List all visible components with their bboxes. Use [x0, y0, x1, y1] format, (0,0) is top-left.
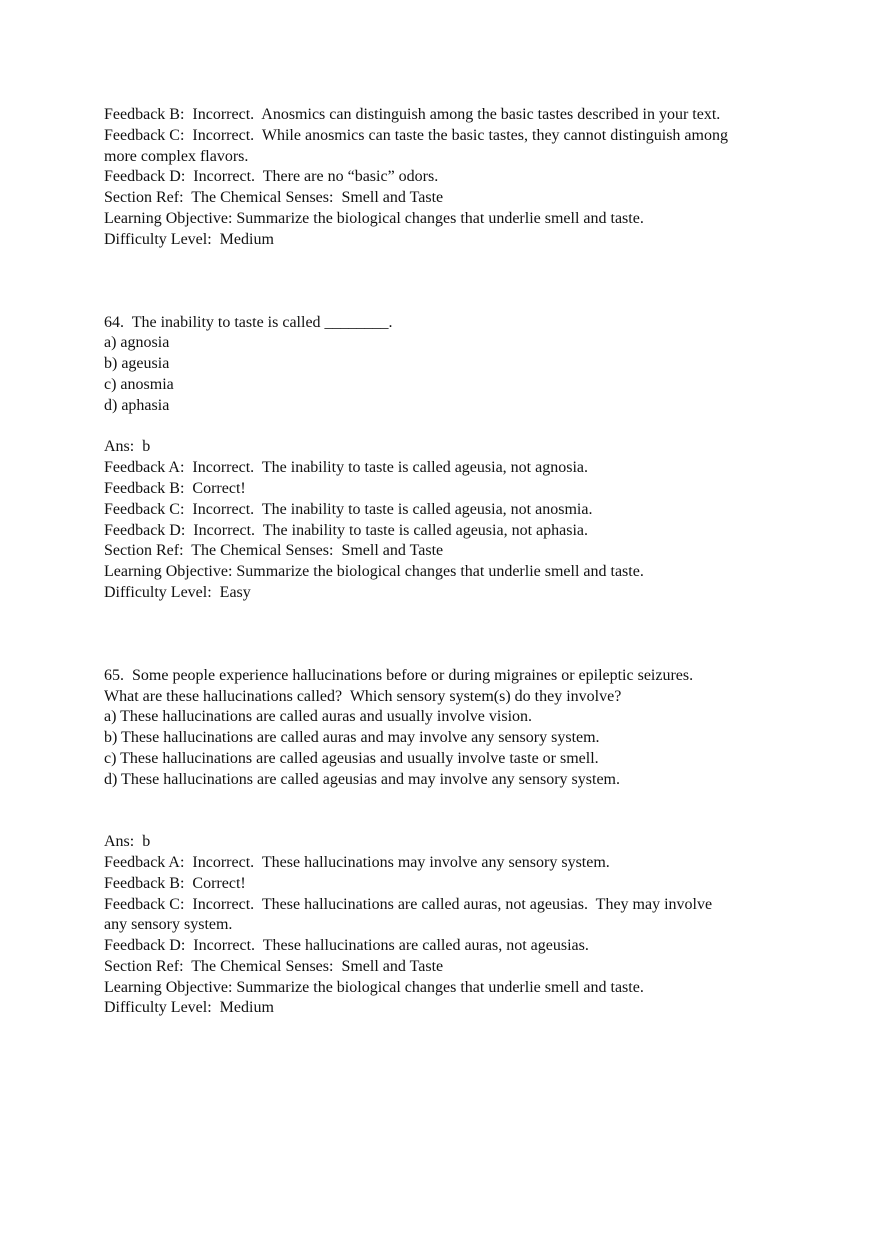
feedback-c: Feedback C: Incorrect. While anosmics can taste the basic tastes, they cannot distinguish among: [104, 126, 728, 144]
difficulty-level: Difficulty Level: Medium: [104, 999, 274, 1017]
feedback-b: Feedback B: Correct!: [104, 874, 246, 892]
option-b: b) These hallucinations are called auras and may involve any sensory system.: [104, 729, 600, 747]
feedback-d: Feedback D: Incorrect. The inability to taste is called ageusia, not aphasia.: [104, 521, 588, 539]
question-text-line-1: 65. Some people experience hallucinations before or during migraines or epileptic seizures.: [104, 666, 694, 684]
question-text: 64. The inability to taste is called ________.: [104, 313, 393, 331]
feedback-c: Feedback C: Incorrect. These hallucinations are called auras, not ageusias. They may involve: [104, 895, 713, 913]
feedback-a: Feedback A: Incorrect. The inability to taste is called ageusia, not agnosia.: [104, 459, 588, 477]
learning-objective: Learning Objective: Summarize the biological changes that underlie smell and taste.: [104, 209, 644, 227]
answer: Ans: b: [104, 833, 151, 851]
section-ref: Section Ref: The Chemical Senses: Smell and Taste: [104, 542, 444, 560]
feedback-c-continued: any sensory system.: [104, 916, 233, 934]
option-c: c) anosmia: [104, 375, 174, 393]
learning-objective: Learning Objective: Summarize the biological changes that underlie smell and taste.: [104, 563, 644, 581]
feedback-a: Feedback A: Incorrect. These hallucinations may involve any sensory system.: [104, 853, 610, 871]
spacer: [104, 604, 794, 666]
answer: Ans: b: [104, 438, 151, 456]
document-page: [104, 105, 794, 1019]
section-ref: Section Ref: The Chemical Senses: Smell and Taste: [104, 957, 444, 975]
previous-question-feedback: [104, 105, 794, 251]
spacer: [104, 251, 794, 313]
learning-objective: Learning Objective: Summarize the biological changes that underlie smell and taste.: [104, 978, 644, 996]
feedback-d: Feedback D: Incorrect. These hallucinations are called auras, not ageusias.: [104, 937, 589, 955]
difficulty-level: Difficulty Level: Easy: [104, 583, 251, 601]
spacer: [104, 417, 794, 438]
feedback-b: Feedback B: Incorrect. Anosmics can distinguish among the basic tastes described in your text.: [104, 106, 721, 123]
question-text-line-2: What are these hallucinations called? Which sensory system(s) do they involve?: [104, 687, 622, 705]
question-64: [104, 313, 794, 604]
feedback-d: Feedback D: Incorrect. There are no “basic” odors.: [104, 168, 439, 186]
option-b: b) ageusia: [104, 355, 170, 373]
spacer: [104, 791, 794, 833]
option-a: a) agnosia: [104, 334, 170, 352]
option-d: d) These hallucinations are called ageusias and may involve any sensory system.: [104, 770, 620, 788]
feedback-c-continued: more complex flavors.: [104, 147, 249, 165]
question-65: [104, 666, 794, 1020]
option-a: a) These hallucinations are called auras and usually involve vision.: [104, 708, 533, 726]
section-ref: Section Ref: The Chemical Senses: Smell and Taste: [104, 189, 444, 207]
difficulty-level: Difficulty Level: Medium: [104, 230, 274, 248]
option-c: c) These hallucinations are called ageusias and usually involve taste or smell.: [104, 749, 599, 767]
feedback-b: Feedback B: Correct!: [104, 479, 246, 497]
option-d: d) aphasia: [104, 396, 170, 414]
feedback-c: Feedback C: Incorrect. The inability to taste is called ageusia, not anosmia.: [104, 500, 593, 518]
